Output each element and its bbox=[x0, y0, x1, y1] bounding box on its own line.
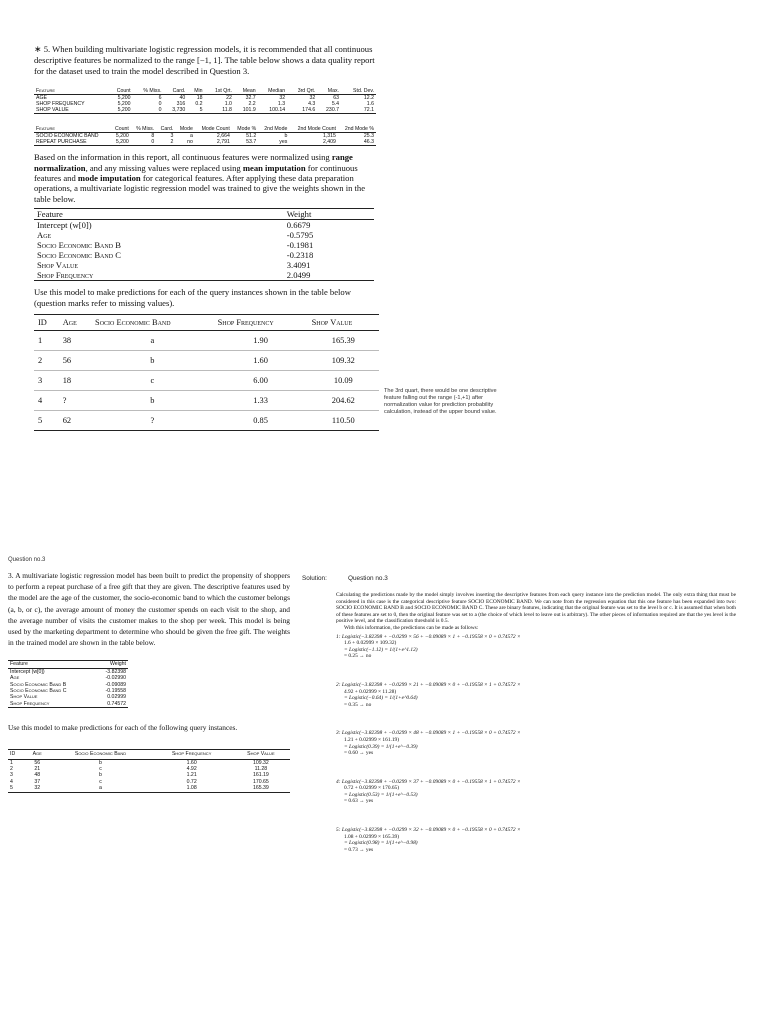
weights-table bbox=[34, 208, 374, 281]
table-row: SHOP VALUE 5,200 0 3,730 5 11.8 101.9 100.14 174.6 230.7 72.1 bbox=[36, 107, 374, 114]
table-row: AGE 5,200 6 40 18 22 32.7 32 32 63 12.2 bbox=[36, 95, 374, 102]
solution-body bbox=[336, 592, 736, 853]
q3-query-table bbox=[8, 749, 290, 792]
question-label: Question no.3 bbox=[8, 557, 46, 563]
query-instruction: Use this model to make predictions for each of the query instances shown in the table below (question marks refer to missing values). bbox=[34, 287, 351, 308]
table-row: Shop Frequency 0.74572 bbox=[10, 700, 126, 707]
table-header: Mode % bbox=[237, 126, 257, 133]
solution-step: 2: Logistic(−3.82398 + −0.0299 × 21 + −0.09089 × 0 + −0.19558 × 1 + 0.74572 × 4.92 + 0.02999 × 11.28) = Logistic(−0.64) = 1/(1+e^0.64) = 0.35 → no bbox=[336, 681, 521, 708]
table-header: Min bbox=[194, 88, 203, 95]
table-row: 2 21 c 4.92 11.28 bbox=[10, 766, 268, 773]
table-row: Shop Value 3.4091 bbox=[37, 260, 311, 271]
table-header: Feature bbox=[8, 661, 93, 668]
table-row: Socio Economic Band C -0.2318 bbox=[37, 250, 314, 261]
star-icon: ∗ bbox=[34, 45, 42, 55]
table-header: Weight bbox=[93, 661, 128, 668]
solution-step: 4: Logistic(−3.82398 + −0.0299 × 37 + −0.09089 × 0 + −0.19558 × 1 + 0.74572 × 0.72 + 0.02999 × 170.65) = Logistic(0.53) = 1/(1+e^−0.53) = 0.63 → yes bbox=[336, 778, 521, 805]
table-header: Shop Frequency bbox=[214, 315, 308, 331]
table-header: 2nd Mode % bbox=[344, 126, 374, 133]
table-header: Std. Dev. bbox=[353, 88, 374, 95]
table-header: Count bbox=[114, 126, 129, 133]
table-header: % Miss. bbox=[143, 88, 162, 95]
table-row: 2 56 b 1.60 109.32 bbox=[34, 351, 379, 371]
table-row: Socio Economic Band B -0.1981 bbox=[37, 240, 314, 251]
table-row: 3 48 b 1.21 161.19 bbox=[10, 772, 269, 779]
solution-follow: With this information, the predictions can be made as follows: bbox=[344, 624, 479, 631]
table-row: Shop Value 0.02999 bbox=[10, 694, 126, 701]
table-header: ID bbox=[8, 750, 25, 759]
preparation-paragraph: Based on the information in this report, all continuous features were normalized using range normalization, and any missing values were replaced using mean imputation for continuous features and mode imputation for categorical features. After applying these data preparation operations, a multivariate logistic regression model was trained to give the weights shown in the table below. bbox=[34, 152, 366, 204]
table-header: Max. bbox=[327, 88, 340, 95]
table-header: Socio Economic Band bbox=[91, 315, 214, 331]
table-row: Intercept (w[0]) -3.82398 bbox=[10, 668, 126, 675]
table-row: 4 37 c 0.72 170.65 bbox=[10, 778, 269, 785]
table-header: 1st Qrt. bbox=[214, 88, 232, 95]
query-table bbox=[34, 314, 379, 431]
table-header: Card. bbox=[160, 126, 174, 133]
table-row: Intercept (w[0]) 0.6679 bbox=[37, 220, 311, 231]
table-header: Weight bbox=[284, 209, 374, 220]
table-row: REPEAT PURCHASE 5,200 0 2 no 2,791 53.7 yes 2,409 46.3 bbox=[36, 139, 374, 146]
table-header: Shop Value bbox=[308, 315, 379, 331]
table-row: 1 38 a 1.90 165.39 bbox=[34, 331, 379, 351]
table-header: Card. bbox=[172, 88, 186, 95]
table-header: Mode bbox=[179, 126, 193, 133]
table-row: SOCIO ECONOMIC BAND 5,200 8 3 a 2,664 51.2 b 1,315 25.3 bbox=[36, 133, 374, 140]
table-header: Feature bbox=[36, 88, 56, 95]
table-header: Age bbox=[25, 750, 49, 759]
table-header: 2nd Mode Count bbox=[297, 126, 336, 133]
q3-weights-table bbox=[8, 660, 128, 708]
question-5-intro bbox=[34, 44, 379, 76]
continuous-quality-table bbox=[34, 88, 376, 114]
table-header: % Miss. bbox=[136, 126, 155, 133]
table-header: Age bbox=[59, 315, 91, 331]
solution-step: 5: Logistic(−3.82398 + −0.0299 × 32 + −0.09089 × 0 + −0.19558 × 0 + 0.74572 × 1.08 + 0.02999 × 165.39) = Logistic(0.98) = 1/(1+e^−0.98) = 0.73 → yes bbox=[336, 827, 521, 853]
table-header: Shop Frequency bbox=[152, 750, 232, 759]
table-row: 5 32 a 1.08 165.39 bbox=[8, 785, 290, 792]
table-header: Shop Value bbox=[232, 750, 290, 759]
table-row: 1 56 b 1.60 109.32 bbox=[10, 759, 269, 766]
question-5-intro-text: 5. When building multivariate logistic regression models, it is recommended that all continuous descriptive features be normalized to the range [−1, 1]. The table below shows a data quality report for the dataset used to train the model described in Question 3. bbox=[34, 44, 375, 76]
solution-step: 3: Logistic(−3.82398 + −0.0299 × 48 + −0.09089 × 1 + −0.19558 × 0 + 0.74572 × 1.21 + 0.02999 × 161.19) = Logistic(0.39) = 1/(1+e^−0.39) = 0.60 → yes bbox=[336, 730, 521, 757]
table-header: Mode Count bbox=[201, 126, 230, 133]
q3-query-instruction: Use this model to make predictions for each of the following query instances. bbox=[8, 723, 238, 733]
question-3-text: 3. A multivariate logistic regression model has been built to predict the propensity of shoppers to perform a repeat purchase of a free gift that they are given. The descriptive features used by the model are the age of the customer, the socio-economic band to which the customer belongs (a, b, or c), the average amount of money the customer spends on each visit to the shop, and the average number of visits the customer makes to the shop per week. This model is being used by the marketing department to determine who should be given the free gift. The weights in the trained model are shown in the table below. bbox=[8, 571, 290, 648]
categorical-quality-table bbox=[34, 126, 376, 146]
table-header: Count bbox=[116, 88, 131, 95]
table-row: SHOP FREQUENCY 5,200 0 316 0.2 1.0 2.2 1.3 4.3 5.4 1.6 bbox=[36, 101, 374, 108]
table-row: Socio Economic Band B -0.09089 bbox=[10, 681, 126, 688]
table-header: ID bbox=[34, 315, 59, 331]
table-row: Shop Frequency 2.0499 bbox=[34, 270, 374, 281]
table-row: Age -0.02990 bbox=[10, 675, 126, 682]
table-row: 3 18 c 6.00 10.09 bbox=[34, 371, 379, 391]
table-header: Mean bbox=[242, 88, 256, 95]
table-header: Feature bbox=[34, 209, 284, 220]
question-5 bbox=[34, 44, 379, 431]
question-3 bbox=[8, 570, 290, 793]
table-header: Feature bbox=[36, 126, 56, 133]
table-row: 4 ? b 1.33 204.62 bbox=[34, 391, 379, 411]
table-row: Age -0.5795 bbox=[37, 230, 314, 241]
table-row: 5 62 ? 0.85 110.50 bbox=[34, 411, 379, 431]
side-note: The 3rd quart, there would be one descriptive feature falling out the range (-1,+1) after normalization value for prediction probability calculation, instead of the upper bound value. bbox=[384, 388, 497, 415]
solution-label: Solution: bbox=[302, 575, 327, 582]
table-header: 3rd Qrt. bbox=[297, 88, 316, 95]
table-row: Socio Economic Band C -0.19558 bbox=[10, 688, 126, 695]
solution-title: Question no.3 bbox=[348, 575, 388, 582]
solution-intro: Calculating the predictions made by the model simply involves inserting the descriptive features from each query instance into the prediction model. The only extra thing that must be considered in this case is the categorical descriptive feature SOCIO ECONOMIC BAND. We can note from the regression equation that this one feature has been expanded into two: SOCIO ECONOMIC BAND B and SOCIO ECONOMIC BAND C. These are binary features, indicating that the original feature was set to the level b or c. It is assumed that when both of these features are set to 0, then the original feature was set to a (the choice of which level to leave out is arbitrary). The other pieces of information required are that the yes level is the positive level, and the classification threshold is 0.5. bbox=[336, 592, 736, 625]
table-header: 2nd Mode bbox=[264, 126, 288, 133]
table-header: Median bbox=[268, 88, 286, 95]
table-header: Socio Economic Band bbox=[49, 750, 151, 759]
solution-step: 1: Logistic(−3.82398 + −0.0299 × 56 + −0.09089 × 1 + −0.19558 × 0 + 0.74572 × 1.6 + 0.02999 × 109.32) = Logistic(−1.12) = 1/(1+e^1.12) = 0.25 → no bbox=[336, 633, 521, 660]
